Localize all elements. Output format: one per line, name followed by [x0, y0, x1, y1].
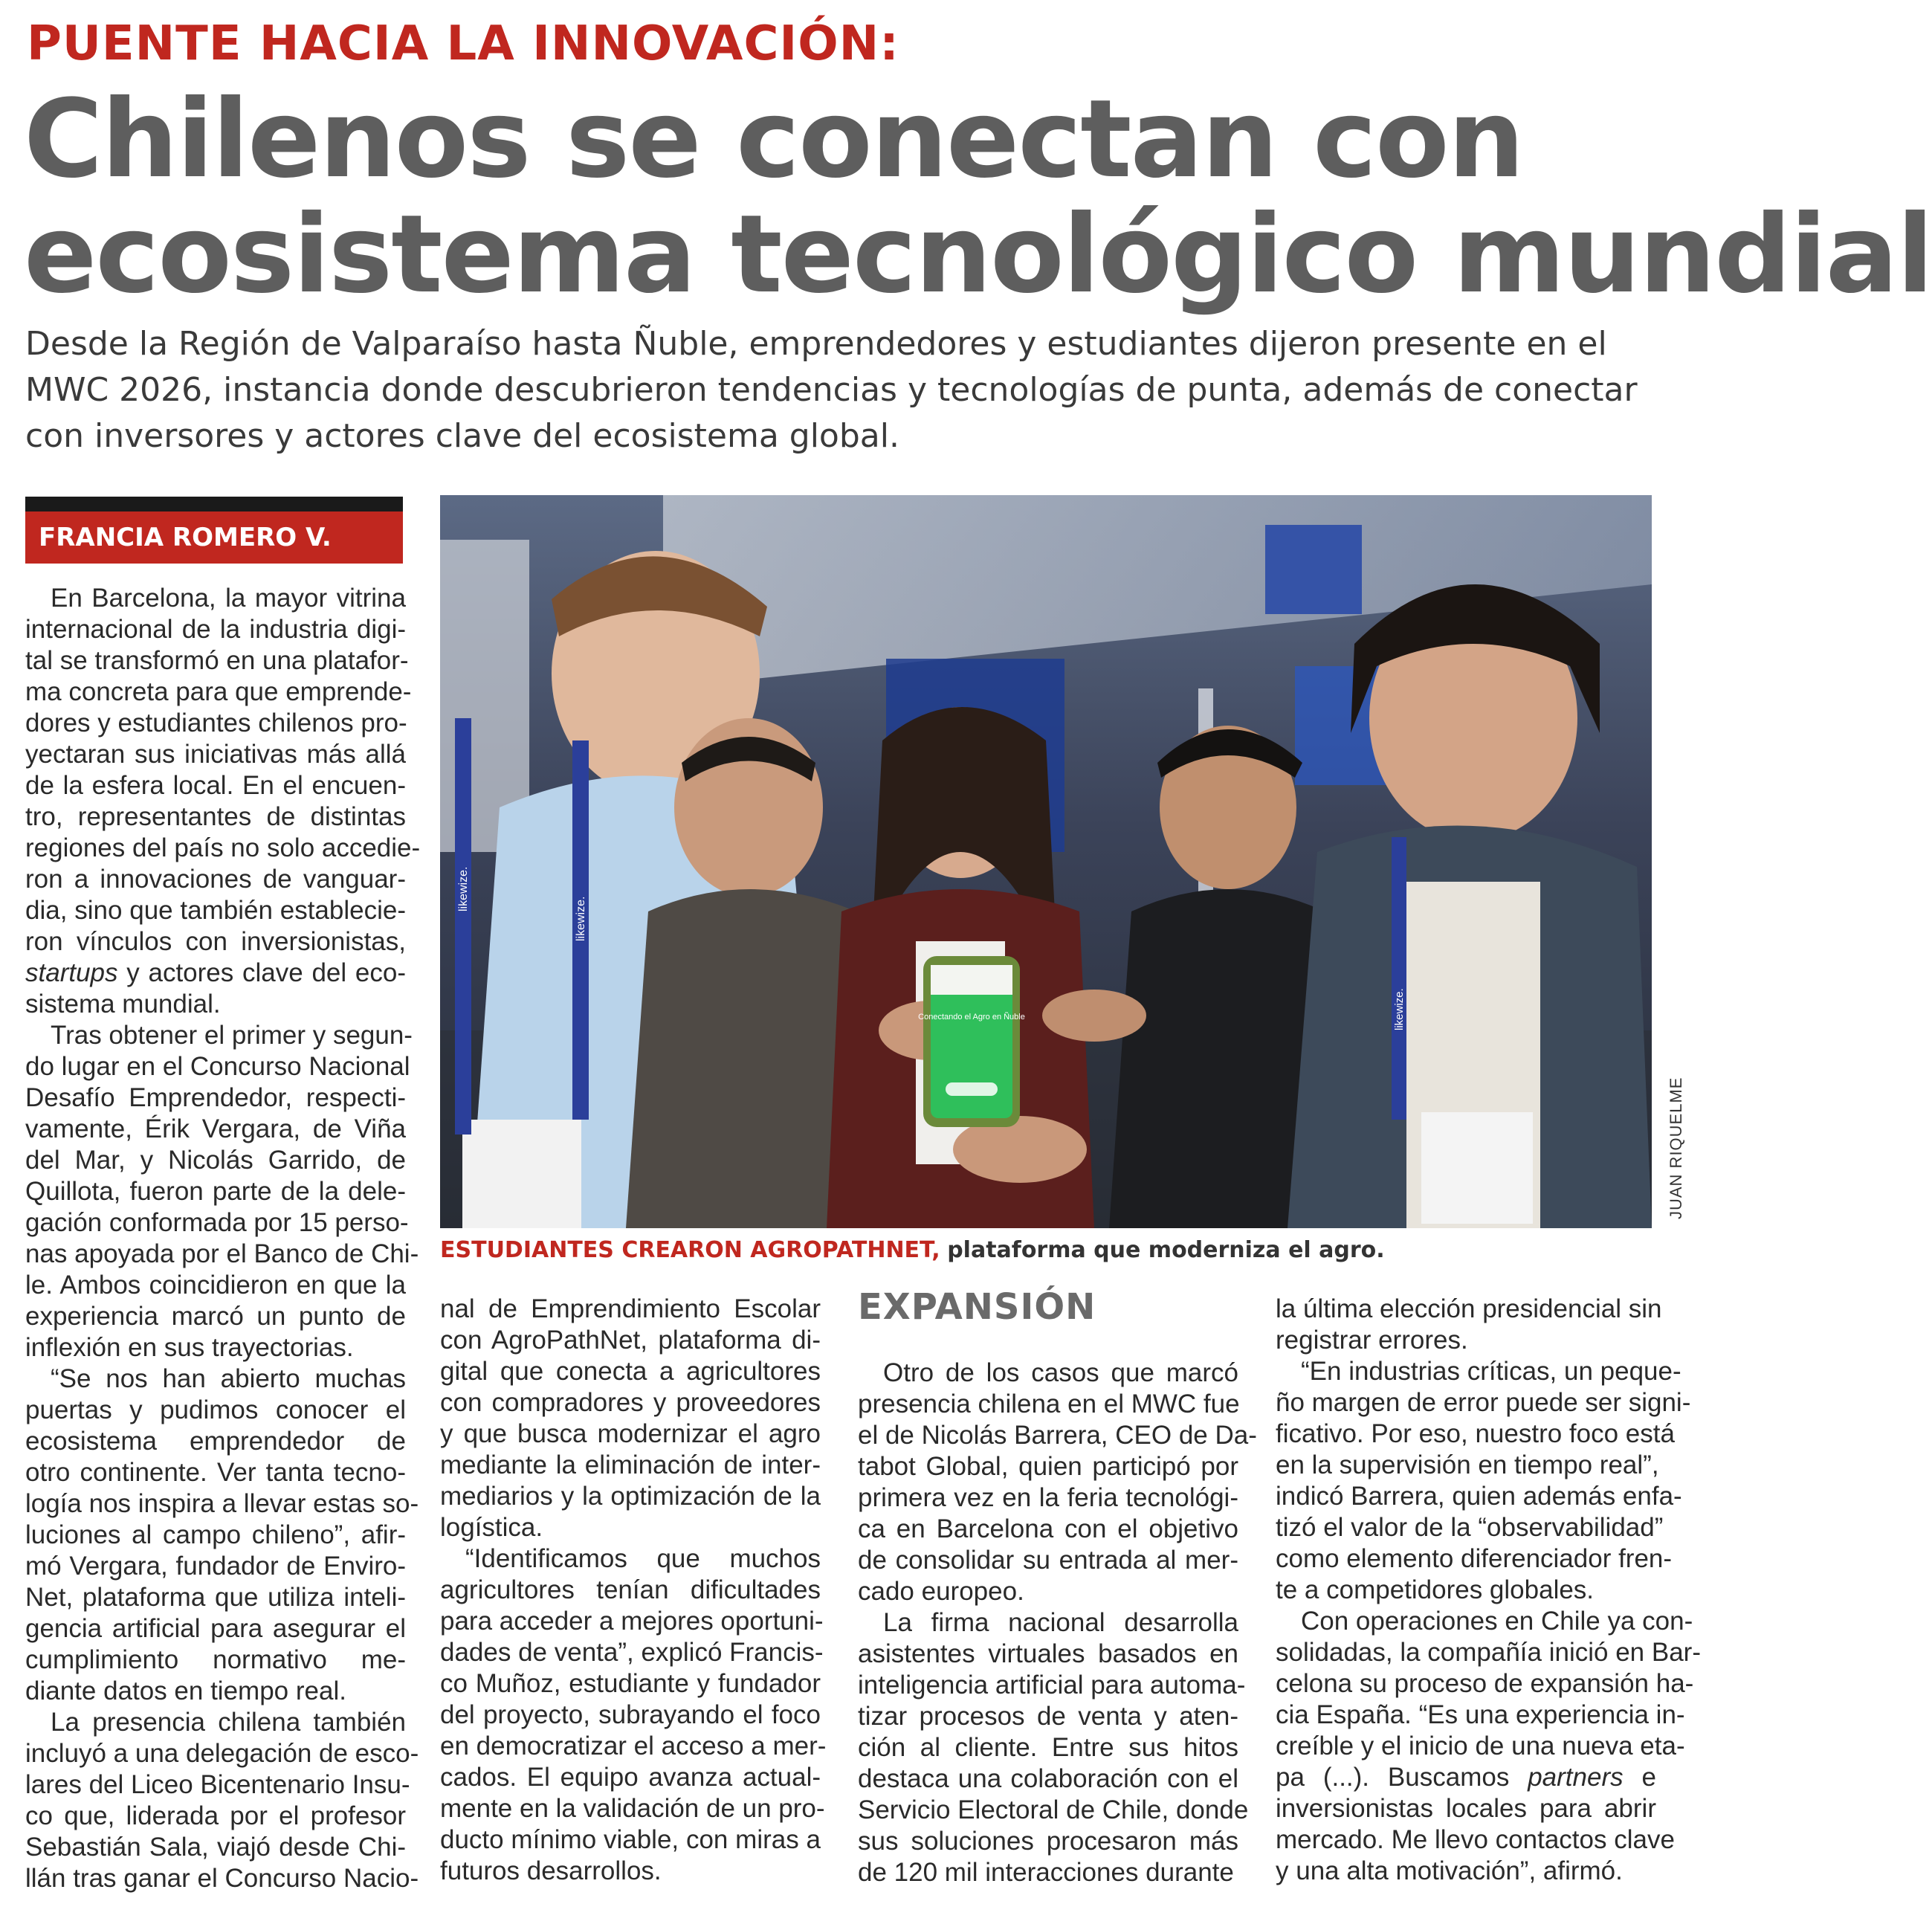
article-text-line: y que busca modernizar el agro: [440, 1419, 821, 1448]
lanyard: [455, 718, 471, 1135]
article-text-line: mercado. Me llevo contactos clave: [1276, 1825, 1675, 1854]
article-text-line: logía nos inspira a llevar estas so-: [25, 1489, 419, 1518]
article-text-line: experiencia marcó un punto de: [25, 1302, 406, 1331]
byline-bar: [25, 497, 403, 564]
article-text-line: mediarios y la optimización de la: [440, 1482, 821, 1511]
article-text-line: llán tras ganar el Concurso Nacio-: [25, 1864, 419, 1893]
article-text-line: en la supervisión en tiempo real”,: [1276, 1450, 1659, 1479]
article-text-line: registrar errores.: [1276, 1326, 1468, 1355]
phone-screen-title: Conectando el Agro en Ñuble: [918, 1013, 1025, 1022]
article-text-line: mó Vergara, fundador de Enviro-: [25, 1552, 406, 1581]
article-text-line: puertas y pudimos conocer el: [25, 1395, 406, 1424]
article-text-line: diante datos en tiempo real.: [25, 1676, 346, 1705]
article-text-line: nas apoyada por el Banco de Chi-: [25, 1239, 419, 1268]
article-text-line: vamente, Érik Vergara, de Viña: [25, 1114, 406, 1143]
caption-highlight: ESTUDIANTES CREARON AGROPATHNET,: [440, 1237, 940, 1263]
article-text-line: ción al cliente. Entre sus hitos: [858, 1733, 1238, 1762]
headline-line-1: Chilenos se conectan con: [24, 77, 1523, 202]
article-text-line: en democratizar el acceso a mer-: [440, 1731, 827, 1760]
article-text-line: Sebastián Sala, viajó desde Chi-: [25, 1833, 406, 1862]
kicker: PUENTE HACIA LA INNOVACIÓN:: [27, 16, 899, 71]
article-text-line: ca en Barcelona con el objetivo: [858, 1514, 1238, 1543]
article-text-line: sus soluciones procesaron más: [858, 1827, 1238, 1856]
article-text-line: creíble y el inicio de una nueva eta-: [1276, 1731, 1685, 1760]
article-column-4: [1276, 1294, 1701, 1887]
lanyard-brand: likewize.: [457, 866, 470, 911]
article-text-line: nal de Emprendimiento Escolar: [440, 1294, 821, 1323]
article-text-line: dia, sino que también establecie-: [25, 896, 406, 925]
article-text-line: de la esfera local. En el encuen-: [25, 771, 406, 800]
article-text-line: tizó el valor de la “observabilidad”: [1276, 1513, 1664, 1542]
article-text-line: gencia artificial para asegurar el: [25, 1614, 406, 1643]
article-text-line: tabot Global, quien participó por: [858, 1452, 1238, 1481]
article-text-line: internacional de la industria digi-: [25, 615, 406, 644]
article-text-line: “Identificamos que muchos: [465, 1544, 821, 1573]
article-text-line: ficativo. Por eso, nuestro foco está: [1276, 1419, 1675, 1448]
article-text-line: ma concreta para que emprende-: [25, 677, 412, 706]
article-text-line: Desafío Emprendedor, respecti-: [25, 1083, 406, 1112]
article-text-line: dores y estudiantes chilenos pro-: [25, 709, 407, 738]
article-text-line: otro continente. Ver tanta tecno-: [25, 1458, 406, 1487]
article-text-line: yectaran sus iniciativas más allá: [25, 740, 406, 769]
article-text-line: presencia chilena en el MWC fue: [858, 1390, 1240, 1419]
article-text-line: del Mar, y Nicolás Garrido, de: [25, 1146, 406, 1175]
article-text-line: logística.: [440, 1513, 543, 1542]
article-text-line: ño margen de error puede ser signi-: [1276, 1388, 1691, 1417]
article-text-line: ron vínculos con inversionistas,: [25, 927, 406, 956]
photo-caption: [440, 1237, 1385, 1263]
article-text-line: pa (...). Buscamos partners e: [1276, 1763, 1656, 1792]
article-text-line: co que, liderada por el profesor: [25, 1801, 406, 1830]
article-text-line: La presencia chilena también: [51, 1708, 406, 1737]
article-text-line: cado europeo.: [858, 1577, 1024, 1606]
article-text-line: gación conformada por 15 perso-: [25, 1208, 409, 1237]
article-text-line: cumplimiento normativo me-: [25, 1645, 406, 1674]
article-text-line: sistema mundial.: [25, 990, 221, 1019]
article-text-line: y una alta motivación”, afirmó.: [1276, 1856, 1623, 1885]
deck: [25, 321, 1668, 459]
article-text-line: con AgroPathNet, plataforma di-: [440, 1326, 821, 1355]
article-text-line: luciones al campo chileno”, afir-: [25, 1520, 406, 1549]
article-text-line: Con operaciones en Chile ya con-: [1301, 1607, 1693, 1636]
section-subhead: EXPANSIÓN: [858, 1286, 1096, 1328]
article-text-line: inversionistas locales para abrir: [1276, 1794, 1656, 1823]
byline: FRANCIA ROMERO V.: [25, 511, 403, 564]
article-text-line: asistentes virtuales basados en: [858, 1639, 1238, 1668]
article-text-line: tro, representantes de distintas: [25, 802, 406, 831]
article-text-line: gital que conecta a agricultores: [440, 1357, 821, 1386]
article-text-line: con compradores y proveedores: [440, 1388, 821, 1417]
article-text-line: do lugar en el Concurso Nacional: [25, 1052, 410, 1081]
article-text-line: ron a innovaciones de vanguar-: [25, 865, 406, 894]
article-text-line: startups y actores clave del eco-: [25, 958, 406, 987]
article-text-line: para acceder a mejores oportuni-: [440, 1607, 824, 1636]
article-text-line: primera vez en la feria tecnológi-: [858, 1483, 1238, 1512]
article-column-1: [25, 583, 421, 1894]
article-text-line: indicó Barrera, quien además enfa-: [1276, 1482, 1682, 1511]
deck-line-2: MWC 2026, instancia donde descubrieron tendencias y tecnologías de punta, además de conectar: [25, 371, 1638, 409]
article-column-2: [440, 1294, 827, 1887]
article-column-3: [858, 1358, 1257, 1888]
article-text-line: Quillota, fueron parte de la dele-: [25, 1177, 406, 1206]
article-text-line: mente en la validación de un pro-: [440, 1794, 825, 1823]
article-text-line: dades de venta”, explicó Francis-: [440, 1638, 824, 1667]
article-text-line: lares del Liceo Bicentenario Insu-: [25, 1770, 410, 1799]
article-text-line: solidadas, la compañía inició en Bar-: [1276, 1638, 1701, 1667]
caption-text: plataforma que moderniza el agro.: [947, 1237, 1385, 1263]
article-text-line: incluyó a una delegación de esco-: [25, 1739, 419, 1768]
smartphone: [923, 956, 1020, 1127]
lanyard-brand: likewize.: [1393, 988, 1406, 1030]
article-text-line: inteligencia artificial para automa-: [858, 1671, 1246, 1700]
article-text-line: Servicio Electoral de Chile, donde: [858, 1795, 1249, 1824]
article-text-line: el de Nicolás Barrera, CEO de Da-: [858, 1421, 1257, 1450]
article-text-line: Net, plataforma que utiliza inteli-: [25, 1583, 406, 1612]
article-text-line: ecosistema emprendedor de: [25, 1427, 406, 1456]
article-text-line: mediante la eliminación de inter-: [440, 1450, 821, 1479]
deck-line-1: Desde la Región de Valparaíso hasta Ñuble, emprendedores y estudiantes dijeron presente en el: [25, 325, 1607, 363]
photo-credit: JUAN RIQUELME: [1667, 1077, 1685, 1219]
article-text-line: como elemento diferenciador fren-: [1276, 1544, 1673, 1573]
article-text-line: tizar procesos de venta y aten-: [858, 1702, 1238, 1731]
article-text-line: Tras obtener el primer y segun-: [51, 1021, 413, 1050]
byline-rule: [25, 497, 403, 511]
article-text-line: de consolidar su entrada al mer-: [858, 1546, 1238, 1575]
article-text-line: le. Ambos coincidieron en que la: [25, 1271, 406, 1300]
photo-illustration: [440, 495, 1652, 1228]
article-text-line: del proyecto, subrayando el foco: [440, 1700, 821, 1729]
article-text-line: tal se transformó en una platafor-: [25, 646, 409, 675]
lanyard: [1392, 837, 1406, 1120]
article-text-line: cados. El equipo avanza actual-: [440, 1763, 821, 1792]
article-photo: [440, 495, 1652, 1228]
article-text-line: co Muñoz, estudiante y fundador: [440, 1669, 821, 1698]
article-text-line: te a competidores globales.: [1276, 1575, 1595, 1604]
article-text-line: futuros desarrollos.: [440, 1856, 662, 1885]
article-text-line: En Barcelona, la mayor vitrina: [51, 584, 406, 613]
lanyard-brand: likewize.: [575, 896, 587, 941]
article-text-line: agricultores tenían dificultades: [440, 1575, 821, 1604]
article-text-line: regiones del país no solo accedie-: [25, 833, 421, 862]
article-text-line: celona su proceso de expansión ha-: [1276, 1669, 1694, 1698]
article-text-line: La firma nacional desarrolla: [883, 1608, 1238, 1637]
deck-line-3: con inversores y actores clave del ecosistema global.: [25, 417, 899, 455]
article-text-line: de 120 mil interacciones durante: [858, 1858, 1234, 1887]
headline: [24, 77, 1932, 317]
article-text-line: “En industrias críticas, un peque-: [1301, 1357, 1681, 1386]
article-text-line: la última elección presidencial sin: [1276, 1294, 1662, 1323]
article-text-line: destaca una colaboración con el: [858, 1764, 1238, 1793]
article-text-line: “Se nos han abierto muchas: [51, 1364, 406, 1393]
article-text-line: cia España. “Es una experiencia in-: [1276, 1700, 1685, 1729]
article-text-line: Otro de los casos que marcó: [883, 1358, 1238, 1387]
article-text-line: inflexión en sus trayectorias.: [25, 1333, 354, 1362]
headline-line-2: ecosistema tecnológico mundial: [24, 192, 1932, 317]
article-text-line: ducto mínimo viable, con miras a: [440, 1825, 821, 1854]
